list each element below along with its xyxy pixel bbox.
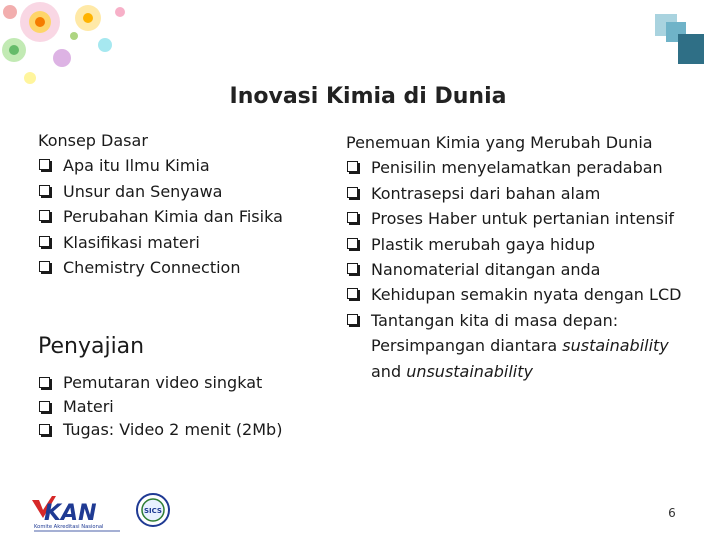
- checkbox-bullet-icon: [39, 185, 50, 196]
- list-item-continuation: [346, 333, 706, 358]
- checkbox-bullet-icon: [39, 236, 50, 247]
- list-item-text: Chemistry Connection: [63, 258, 241, 278]
- checkbox-bullet-icon: [39, 377, 50, 388]
- page-number: 6: [668, 506, 676, 520]
- kan-logo-text: KAN: [44, 501, 97, 526]
- checkbox-bullet-icon: [347, 314, 358, 325]
- checkbox-bullet-icon: [39, 210, 50, 221]
- checkbox-bullet-icon: [347, 212, 358, 223]
- list-item-text: Pemutaran video singkat: [63, 373, 263, 392]
- list-item: [38, 255, 328, 280]
- list-item: [38, 179, 328, 204]
- sics-logo: [135, 492, 171, 528]
- list-item-text: Nanomaterial ditangan anda: [371, 260, 601, 280]
- list-item: [38, 395, 338, 419]
- list-item: [38, 371, 338, 395]
- continuation-text: and: [371, 361, 407, 381]
- kan-logo: [30, 494, 130, 534]
- list-item: [346, 308, 706, 333]
- list-item-text: Kontrasepsi dari bahan alam: [371, 183, 601, 203]
- list-item: [346, 206, 706, 231]
- list-item-text: Perubahan Kimia dan Fisika: [63, 207, 283, 227]
- list-item-text: Materi: [63, 396, 114, 416]
- continuation-italic: unsustainability: [406, 361, 533, 381]
- list-item-text: Tugas: Video 2 menit (2Mb): [63, 420, 283, 439]
- list-item: [38, 418, 338, 442]
- checkbox-bullet-icon: [347, 238, 358, 249]
- kan-logo-caption: Komite Akreditasi Nasional: [34, 524, 104, 530]
- presentation-heading: Penyajian: [38, 334, 145, 359]
- list-item-text: Kehidupan semakin nyata dengan LCD: [371, 285, 682, 305]
- checkbox-bullet-icon: [347, 187, 358, 198]
- checkbox-bullet-icon: [39, 401, 50, 412]
- list-item: [346, 257, 706, 282]
- presentation-section: [38, 333, 338, 442]
- checkbox-bullet-icon: [347, 161, 358, 172]
- list-item-text: Apa itu Ilmu Kimia: [63, 156, 210, 176]
- checkbox-bullet-icon: [347, 263, 358, 274]
- list-item: [38, 204, 328, 229]
- right-heading: Penemuan Kimia yang Merubah Dunia: [346, 133, 653, 152]
- list-item-text: Unsur dan Senyawa: [63, 181, 223, 201]
- list-item-text: Tantangan kita di masa depan:: [371, 310, 619, 330]
- continuation-italic: sustainability: [562, 336, 669, 356]
- slide-title-text: Inovasi Kimia di Dunia: [229, 84, 507, 109]
- list-item-continuation: [346, 359, 706, 384]
- list-item: [38, 230, 328, 255]
- list-item: [346, 282, 706, 307]
- list-item: [346, 232, 706, 257]
- left-heading: Konsep Dasar: [38, 131, 148, 150]
- sics-logo-text: SICS: [144, 507, 162, 515]
- left-column: [38, 128, 328, 280]
- checkbox-bullet-icon: [39, 159, 50, 170]
- list-item-text: Proses Haber untuk pertanian intensif: [371, 209, 675, 229]
- checkbox-bullet-icon: [347, 288, 358, 299]
- list-item-text: Penisilin menyelamatkan peradaban: [371, 158, 663, 178]
- list-item-text: Klasifikasi materi: [63, 232, 200, 252]
- checkbox-bullet-icon: [39, 261, 50, 272]
- checkbox-bullet-icon: [39, 424, 50, 435]
- decor-square-dark: [678, 34, 704, 64]
- list-item: [38, 153, 328, 178]
- list-item: [346, 155, 706, 180]
- list-item: [346, 181, 706, 206]
- right-column: [346, 130, 706, 384]
- continuation-text: Persimpangan diantara: [371, 336, 563, 356]
- slide-title: [0, 84, 720, 109]
- list-item-text: Plastik merubah gaya hidup: [371, 234, 595, 254]
